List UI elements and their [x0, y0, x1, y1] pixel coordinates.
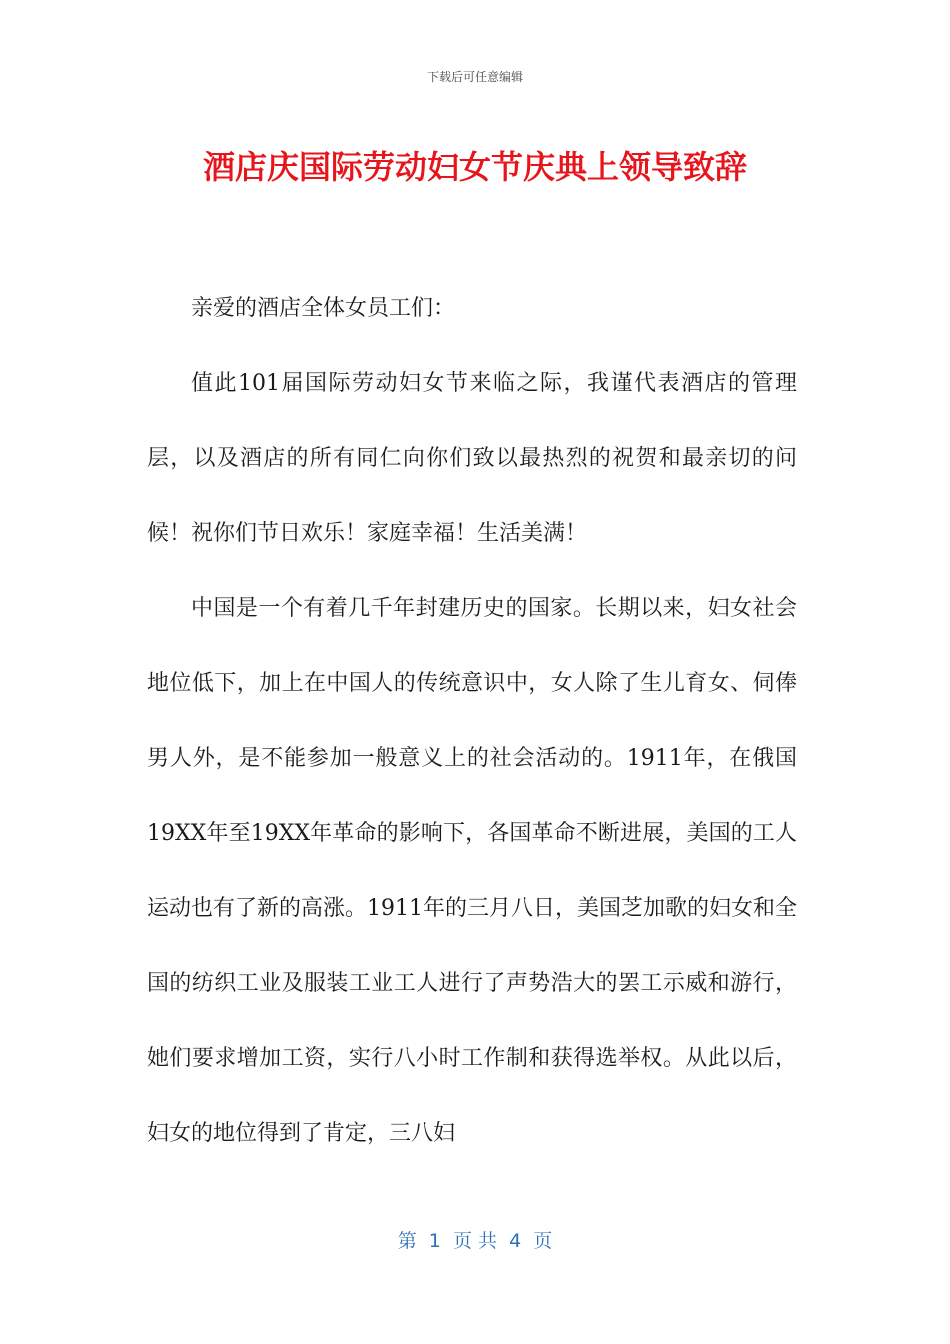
page-number: 第 1 页 共 4 页: [397, 1230, 553, 1252]
history-paragraph: 中国是一个有着几千年封建历史的国家。长期以来，妇女社会地位低下，加上在中国人的传统意识中，女人除了生儿育女、伺俸男人外，是不能参加一般意义上的社会活动的。1911年，在俄国19XX年至19XX年革命的影响下，各国革命不断进展，美国的工人运动也有了新的高涨。1911年的三月八日，美国芝加歌的妇女和全国的纺织工业及服装工业工人进行了声势浩大的罢工示威和游行，她们要求增加工资，实行八小时工作制和获得选举权。从此以后，妇女的地位得到了肯定，三八妇: [147, 596, 797, 1146]
document-body: [147, 271, 797, 1171]
header-note: 下载后可任意编辑: [426, 70, 523, 84]
salutation-paragraph: 亲爱的酒店全体女员工们：: [191, 296, 456, 321]
greeting-paragraph: 值此101届国际劳动妇女节来临之际，我谨代表酒店的管理层，以及酒店的所有同仁向你们致以最热烈的祝贺和最亲切的问候！祝你们节日欢乐！家庭幸福！生活美满！: [147, 371, 797, 546]
document-title: 酒店庆国际劳动妇女节庆典上领导致辞: [202, 148, 747, 186]
